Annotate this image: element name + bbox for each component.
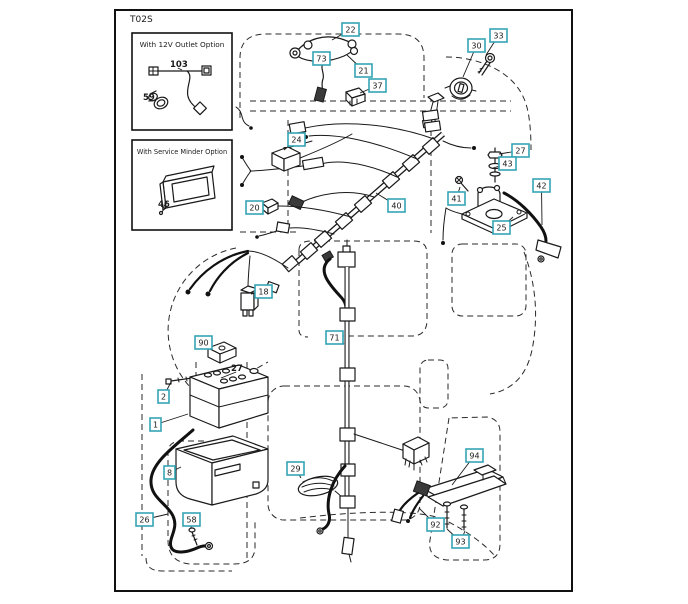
callout-90[interactable]	[195, 336, 212, 349]
callout-number-26: 26	[139, 515, 150, 525]
diagram-code: T02S	[130, 15, 153, 25]
inset-12v-title: With 12V Outlet Option	[139, 40, 225, 49]
callout-number-21: 21	[358, 66, 369, 76]
callout-number-33: 33	[493, 31, 504, 41]
callout-number-43: 43	[502, 159, 513, 169]
callout-number-40: 40	[391, 201, 402, 211]
callout-58[interactable]	[183, 513, 200, 528]
callout-number-2: 2	[160, 392, 167, 402]
callout-number-8: 8	[166, 468, 173, 478]
callout-number-73: 73	[316, 54, 327, 64]
callout-73[interactable]	[313, 52, 330, 65]
callout-number-24: 24	[291, 135, 302, 145]
callout-number-37: 37	[372, 81, 383, 91]
callout-number-27: 27	[515, 146, 526, 156]
callout-number-90: 90	[198, 338, 209, 348]
callout-number-71: 71	[329, 333, 340, 343]
part-label-59	[143, 93, 155, 103]
inset-12v-outlet-option	[132, 33, 232, 130]
callout-number-94: 94	[469, 451, 480, 461]
callout-71[interactable]	[326, 331, 344, 344]
inset-service-minder-option	[132, 140, 232, 230]
callout-number-92: 92	[430, 520, 441, 530]
callout-number-30: 30	[471, 41, 482, 51]
part-label-text-27: 27	[231, 364, 243, 374]
callout-20[interactable]	[246, 201, 264, 214]
callout-number-25: 25	[496, 223, 507, 233]
callout-number-22: 22	[345, 25, 356, 35]
part-label-text-103: 103	[170, 60, 188, 70]
callout-number-58: 58	[186, 515, 197, 525]
callout-number-29: 29	[290, 464, 301, 474]
part-label-103	[170, 60, 188, 70]
callout-number-42: 42	[536, 181, 547, 191]
callout-number-18: 18	[258, 287, 269, 297]
callout-number-20: 20	[249, 203, 260, 213]
part-battery-box	[176, 436, 268, 505]
part-label-text-59: 59	[143, 93, 155, 103]
callout-number-1: 1	[152, 420, 159, 430]
inset-service-minder-title: With Service Minder Option	[136, 148, 228, 156]
callout-number-93: 93	[455, 537, 466, 547]
callout-number-41: 41	[451, 194, 462, 204]
part-label-46	[158, 200, 170, 210]
part-label-text-46: 46	[158, 200, 170, 210]
callout-29[interactable]	[287, 462, 304, 478]
